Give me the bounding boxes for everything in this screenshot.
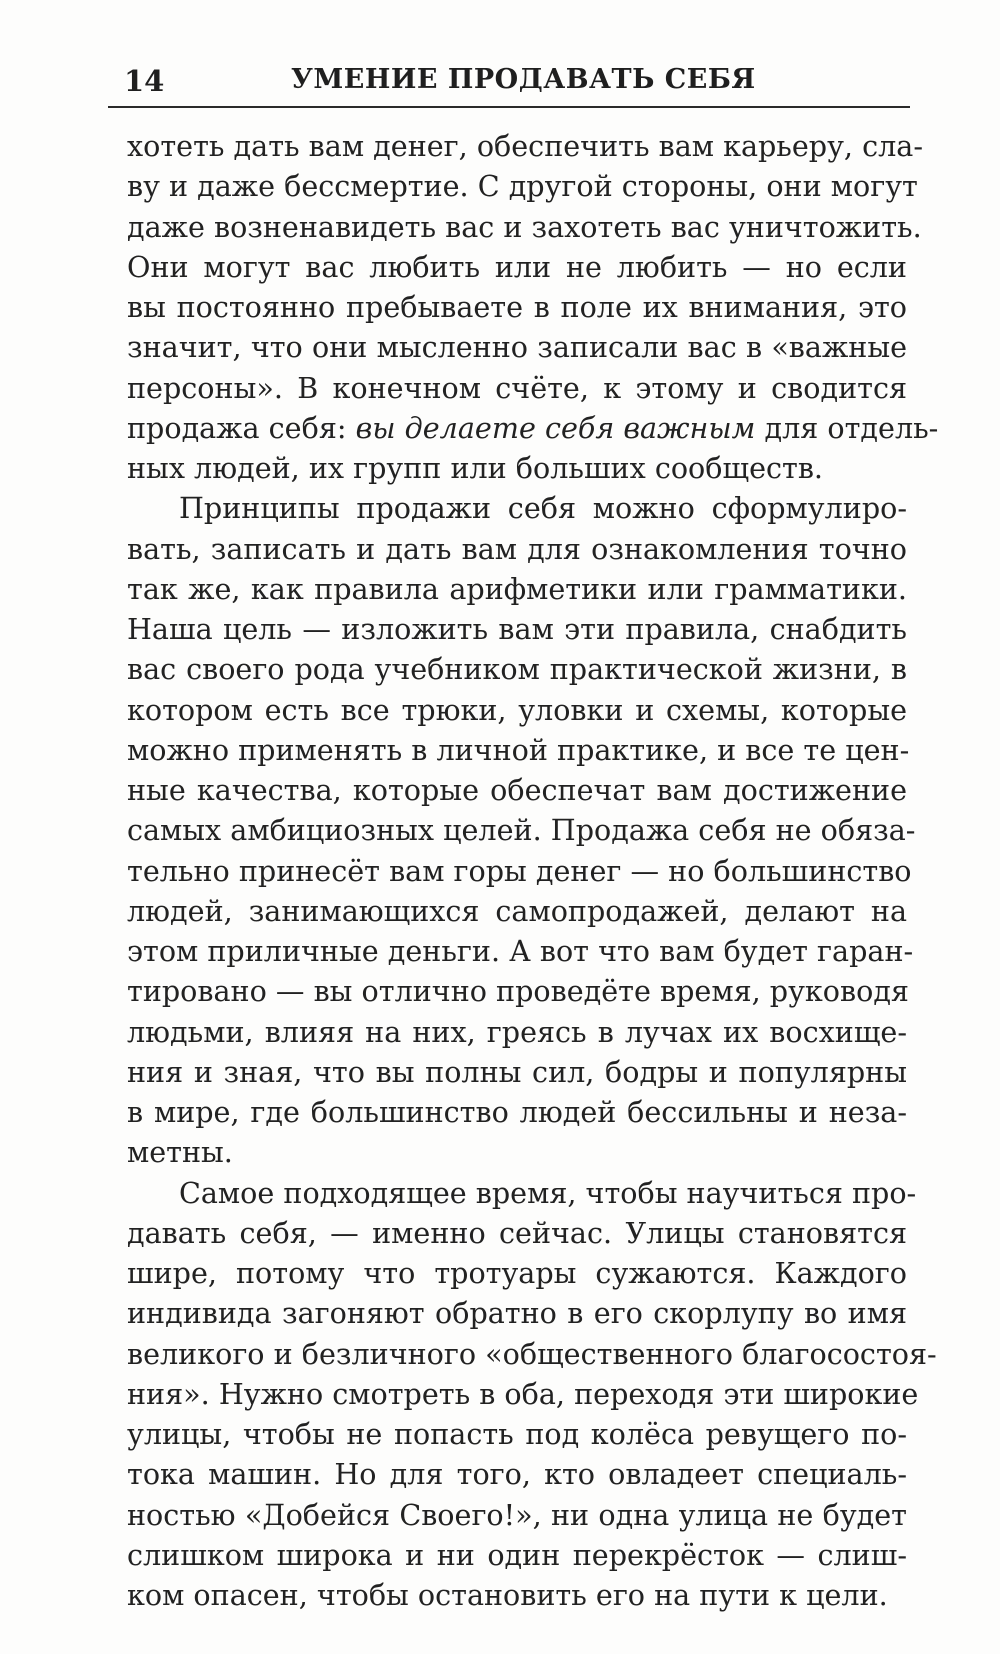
paragraph-1 — [127, 126, 939, 488]
paragraph-2 — [127, 488, 916, 1172]
text-line: Наша цель — изложить вам эти правила, снабдить — [127, 612, 907, 646]
page-header — [108, 62, 908, 106]
emphasis-italic: вы делаете себя важным — [355, 410, 756, 445]
text-line: котором есть все трюки, уловки и схемы, которые — [127, 692, 907, 727]
text-line: слишком широка и ни один перекрёсток — слиш- — [127, 1537, 907, 1572]
text-line: тока машин. Но для того, кто овладеет специаль- — [127, 1457, 907, 1492]
text-line: Они могут вас любить или не любить — но если — [127, 249, 907, 284]
text-line: даже возненавидеть вас и захотеть вас уничтожить. — [127, 209, 922, 244]
body-text — [127, 126, 939, 1615]
text-line: тельно принесёт вам горы денег — но большинство — [127, 853, 912, 888]
text-line: Самое подходящее время, чтобы научиться про- — [179, 1175, 917, 1210]
header-rule — [108, 106, 910, 108]
page-number: 14 — [124, 64, 165, 98]
text-line: шире, потому что тротуары сужаются. Каждого — [127, 1256, 907, 1290]
text-line: хотеть дать вам денег, обеспечить вам карьеру, сла- — [127, 129, 923, 163]
emphasis-after: для отдель- — [755, 410, 939, 445]
text-line: персоны». В конечном счёте, к этому и сводится — [127, 370, 907, 405]
text-line: вать, записать и дать вам для ознакомления точно — [127, 531, 907, 566]
text-line: людьми, влияя на них, греясь в лучах их восхище- — [127, 1014, 907, 1049]
text-line: ву и даже бессмертие. С другой стороны, они могут — [127, 169, 918, 204]
text-line: в мире, где большинство людей бессильны и неза- — [127, 1095, 907, 1129]
running-title: УМЕНИЕ ПРОДАВАТЬ СЕБЯ — [291, 64, 756, 95]
text-line: метны. — [127, 1135, 233, 1170]
text-line: ния». Нужно смотреть в оба, переходя эти широкие — [127, 1376, 919, 1411]
text-line: Принципы продажи себя можно сформулиро- — [179, 491, 907, 526]
text-line: этом приличные деньги. А вот что вам будет гаран- — [127, 934, 914, 968]
text-line: улицы, чтобы не попасть под колёса ревущего по- — [127, 1417, 907, 1451]
text-line: самых амбициозных целей. Продажа себя не обяза- — [127, 813, 916, 848]
text-line: ные качества, которые обеспечат вам достижение — [127, 773, 907, 807]
text-line: тировано — вы отлично проведёте время, руководя — [127, 974, 909, 1009]
text-line: людей, занимающихся самопродажей, делают на — [127, 893, 907, 928]
emphasis-before: продажа себя: — [127, 410, 356, 445]
text-line: вы постоянно пребываете в поле их внимания, это — [127, 290, 907, 324]
text-line: ком опасен, чтобы остановить его на пути к цели. — [127, 1578, 888, 1612]
text-line: так же, как правила арифметики или грамматики. — [127, 571, 907, 606]
text-line: великого и безличного «общественного благосостоя- — [127, 1336, 937, 1371]
text-line: индивида загоняют обратно в его скорлупу во имя — [127, 1296, 907, 1331]
text-line-emphasis — [127, 408, 939, 448]
text-line: ностью «Добейся Своего!», ни одна улица не будет — [127, 1497, 907, 1532]
text-line: вас своего рода учебником практической жизни, в — [127, 652, 907, 687]
paragraph-3 — [127, 1173, 937, 1616]
text-line: ных людей, их групп или больших сообществ. — [127, 451, 824, 485]
text-line: ния и зная, что вы полны сил, бодры и популярны — [127, 1054, 907, 1089]
text-line: значит, что они мысленно записали вас в «важные — [127, 330, 907, 365]
text-line: можно применять в личной практике, и все те цен- — [127, 732, 910, 767]
text-line: давать себя, — именно сейчас. Улицы становятся — [127, 1215, 907, 1250]
